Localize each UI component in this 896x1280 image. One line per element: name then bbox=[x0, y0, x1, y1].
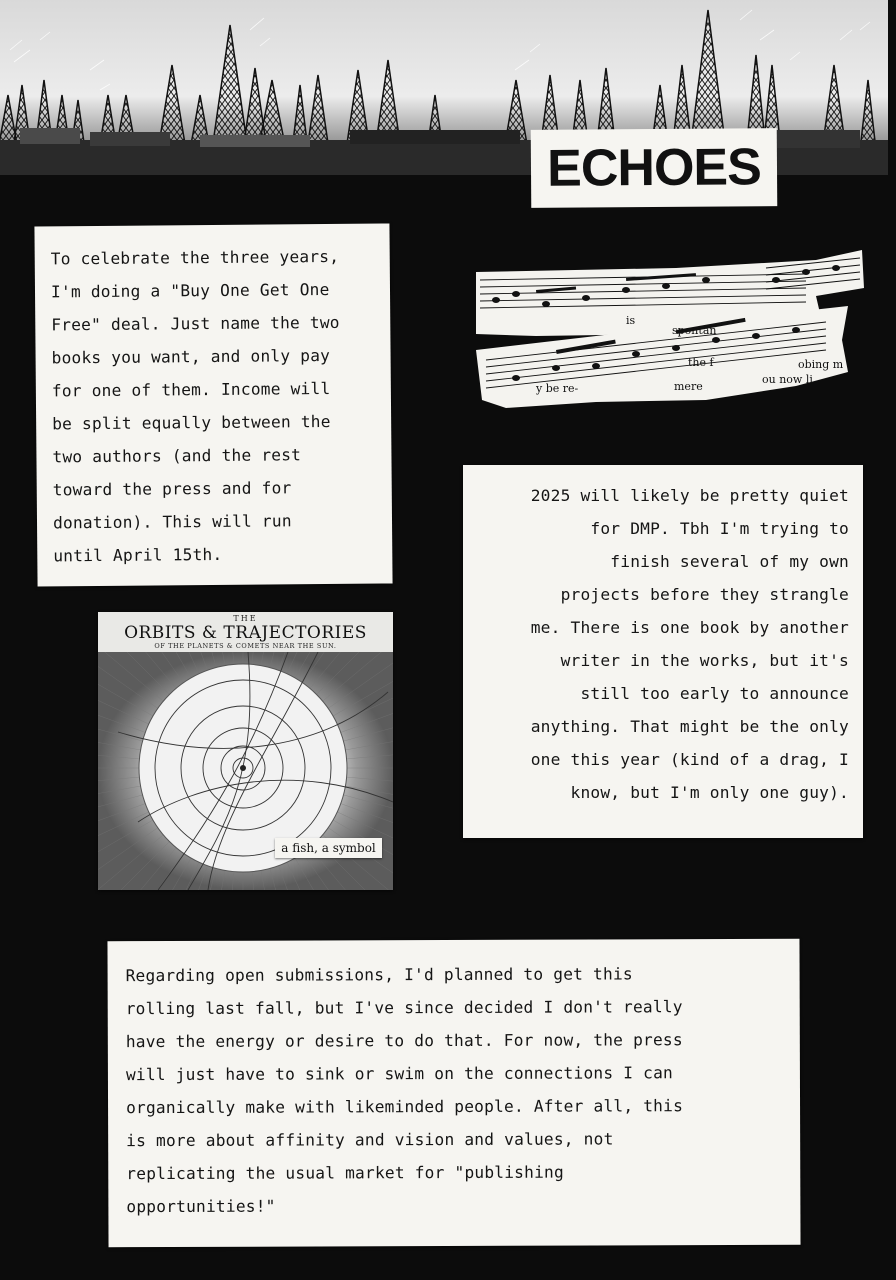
orbits-the: THE bbox=[233, 614, 258, 623]
orbits-subtitle: OF THE PLANETS & COMETS NEAR THE SUN. bbox=[154, 642, 337, 650]
music-fragment: y be re- bbox=[536, 382, 579, 395]
echoes-title-label bbox=[531, 128, 778, 208]
plans-2025-note-text: 2025 will likely be pretty quiet for DMP. Tbh I'm trying to finish several of my own projects before they strangle me. There is one book by another writer in the works, but it's still too early to announce anything. That might be the only one this year (kind of a drag, I know, but I'm only one guy). bbox=[530, 486, 849, 802]
orbits-header bbox=[98, 612, 393, 652]
orbits-title: ORBITS & TRAJECTORIES bbox=[124, 623, 367, 643]
submissions-note-text: Regarding open submissions, I'd planned to get this rolling last fall, but I've since decided I don't really have the energy or desire to do that. For now, the press will just have to sink or swim on the connections I can organically make with likeminded people. After all, this is more about affinity and vision and values, not replicating the usual market for "publishing opportunities!" bbox=[125, 964, 684, 1217]
submissions-note bbox=[107, 939, 800, 1247]
plans-2025-note bbox=[463, 465, 863, 838]
sheet-music-clipping bbox=[476, 250, 864, 410]
music-fragment: ou now li bbox=[762, 373, 813, 386]
music-fragment: is bbox=[626, 314, 636, 327]
anniversary-note bbox=[34, 223, 392, 586]
music-fragment: spontan bbox=[672, 324, 717, 337]
page-title: ECHOES bbox=[546, 138, 761, 198]
fish-symbol-caption: a fish, a symbol bbox=[275, 838, 382, 858]
music-fragment: the f bbox=[688, 356, 714, 369]
music-fragment: mere bbox=[674, 380, 703, 393]
anniversary-note-text: To celebrate the three years, I'm doing a "Buy One Get One Free" deal. Just name the two books you want, and only pay for one of them. Income will be split equally between the two authors (and the rest toward the press and for donation). This will run until April 15th. bbox=[50, 246, 340, 566]
music-fragment: obing m bbox=[798, 358, 844, 371]
sheet-music-image bbox=[476, 250, 864, 410]
